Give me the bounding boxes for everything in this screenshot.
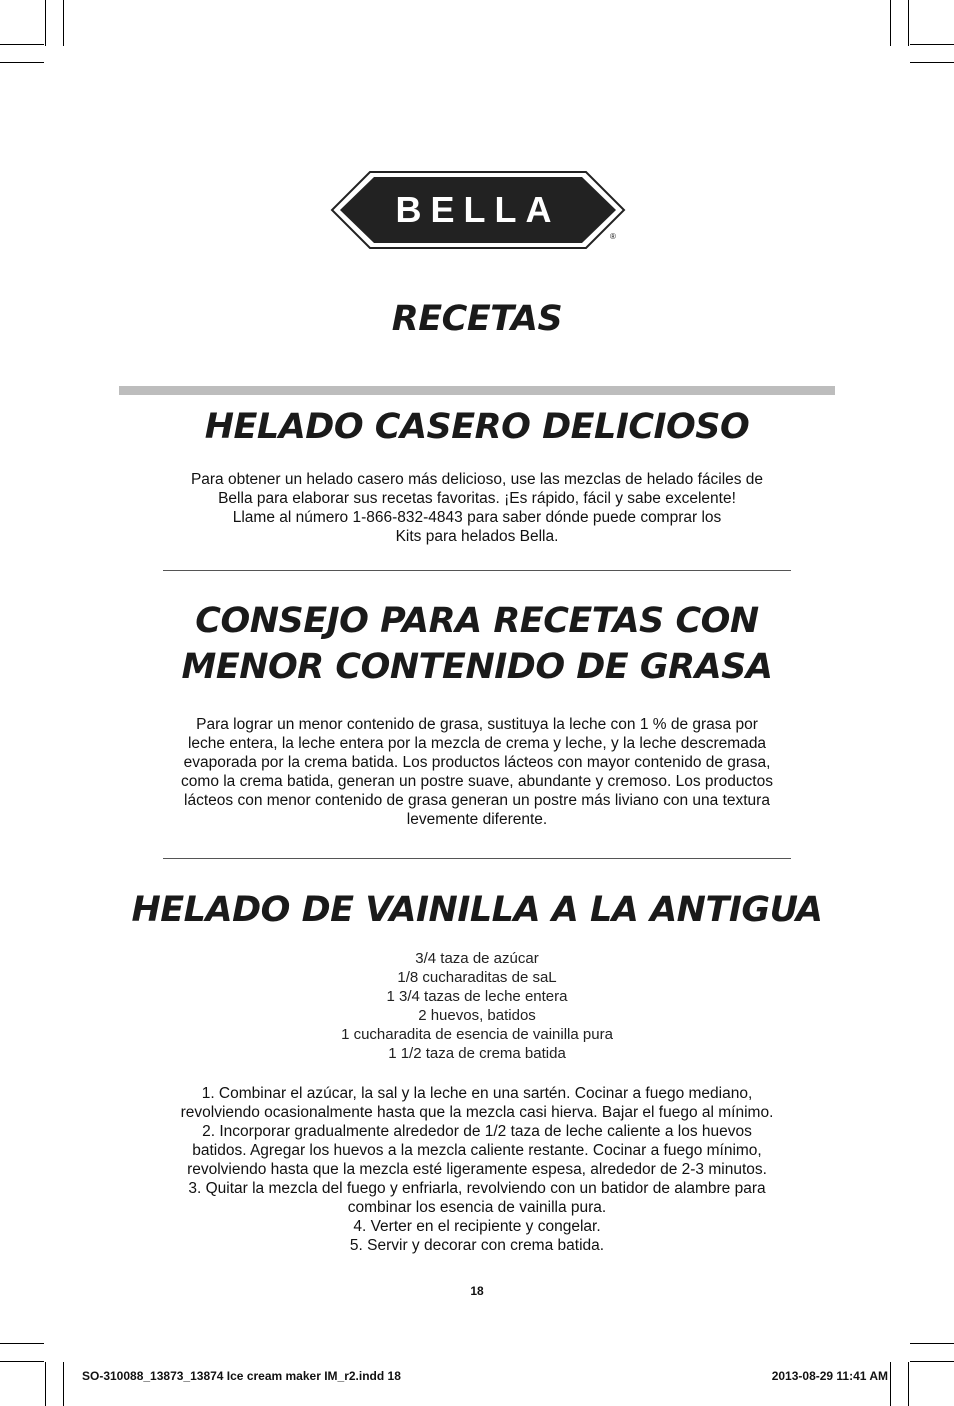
page-number: 18 <box>470 1284 484 1298</box>
ingredient-item: 1 1/2 taza de crema batida <box>388 1045 566 1062</box>
thick-divider <box>119 386 835 395</box>
ingredient-item: 2 huevos, batidos <box>418 1007 536 1024</box>
section-body <box>100 715 854 829</box>
step-line: 2. Incorporar gradualmente alrededor de 1/2 taza de leche caliente a los huevos <box>202 1123 752 1140</box>
section-title: CONSEJO PARA RECETAS CON <box>195 601 759 641</box>
text-line: leche entera, la leche entera por la mezcla de crema y leche, y la leche descremada <box>187 735 767 752</box>
footer-timestamp: 2013-08-29 11:41 AM <box>771 1369 888 1383</box>
step-line: batidos. Agregar los huevos a la mezcla caliente restante. Cocinar a fuego mínimo, <box>192 1142 762 1159</box>
step-line: 4. Verter en el recipiente y congelar. <box>353 1218 601 1235</box>
step-line: 5. Servir y decorar con crema batida. <box>349 1237 605 1254</box>
bella-logo-badge <box>330 170 626 252</box>
divider <box>163 858 791 859</box>
text-line: Para lograr un menor contenido de grasa, sustituya la leche con 1 % de grasa por <box>196 716 758 733</box>
text-line: Kits para helados Bella. <box>395 528 559 545</box>
page-title: RECETAS <box>391 299 563 339</box>
text-line: como la crema batida, generan un postre suave, abundante y cremoso. Los productos <box>181 773 773 790</box>
ingredient-item: 1 3/4 tazas de leche entera <box>386 988 568 1005</box>
ingredient-item: 1 cucharadita de esencia de vainilla pura <box>341 1026 613 1043</box>
step-line: revolviendo hasta que la mezcla esté ligeramente espesa, alrededor de 2-3 minutos. <box>187 1161 767 1178</box>
text-line: levemente diferente. <box>406 811 548 828</box>
text-line: Para obtener un helado casero más delicioso, use las mezclas de helado fáciles de <box>190 471 764 488</box>
text-line: lácteos con menor contenido de grasa generan un postre más liviano con una textura <box>184 792 770 809</box>
step-line: 1. Combinar el azúcar, la sal y la leche en una sartén. Cocinar a fuego mediano, <box>201 1085 753 1102</box>
step-line: combinar los esencia de vainilla pura. <box>347 1199 607 1216</box>
bella-logo <box>330 170 626 252</box>
footer-filename: SO-310088_13873_13874 Ice cream maker IM_r2.indd 18 <box>82 1369 401 1383</box>
ingredient-list <box>0 949 954 1063</box>
instructions <box>100 1084 854 1255</box>
section-title: MENOR CONTENIDO DE GRASA <box>181 647 773 687</box>
step-line: 3. Quitar la mezcla del fuego y enfriarla, revolviendo con un batidor de alambre para <box>188 1180 766 1197</box>
bella-logo-text: BELLA <box>395 189 561 230</box>
section-body <box>100 470 854 546</box>
registered-mark: ® <box>610 232 616 241</box>
text-line: evaporada por la crema batida. Los productos lácteos con mayor contenido de grasa, <box>183 754 771 771</box>
text-line: Llame al número 1-866-832-4843 para saber dónde puede comprar los <box>232 509 722 526</box>
section-title: HELADO CASERO DELICIOSO <box>204 407 750 447</box>
ingredient-item: 3/4 taza de azúcar <box>415 950 539 967</box>
ingredient-item: 1/8 cucharaditas de saL <box>397 969 557 986</box>
divider <box>163 570 791 571</box>
text-line: Bella para elaborar sus recetas favoritas. ¡Es rápido, fácil y sabe excelente! <box>218 490 736 507</box>
step-line: revolviendo ocasionalmente hasta que la mezcla casi hierva. Bajar el fuego al mínimo. <box>180 1104 774 1121</box>
section-title: HELADO DE VAINILLA A LA ANTIGUA <box>131 890 823 930</box>
